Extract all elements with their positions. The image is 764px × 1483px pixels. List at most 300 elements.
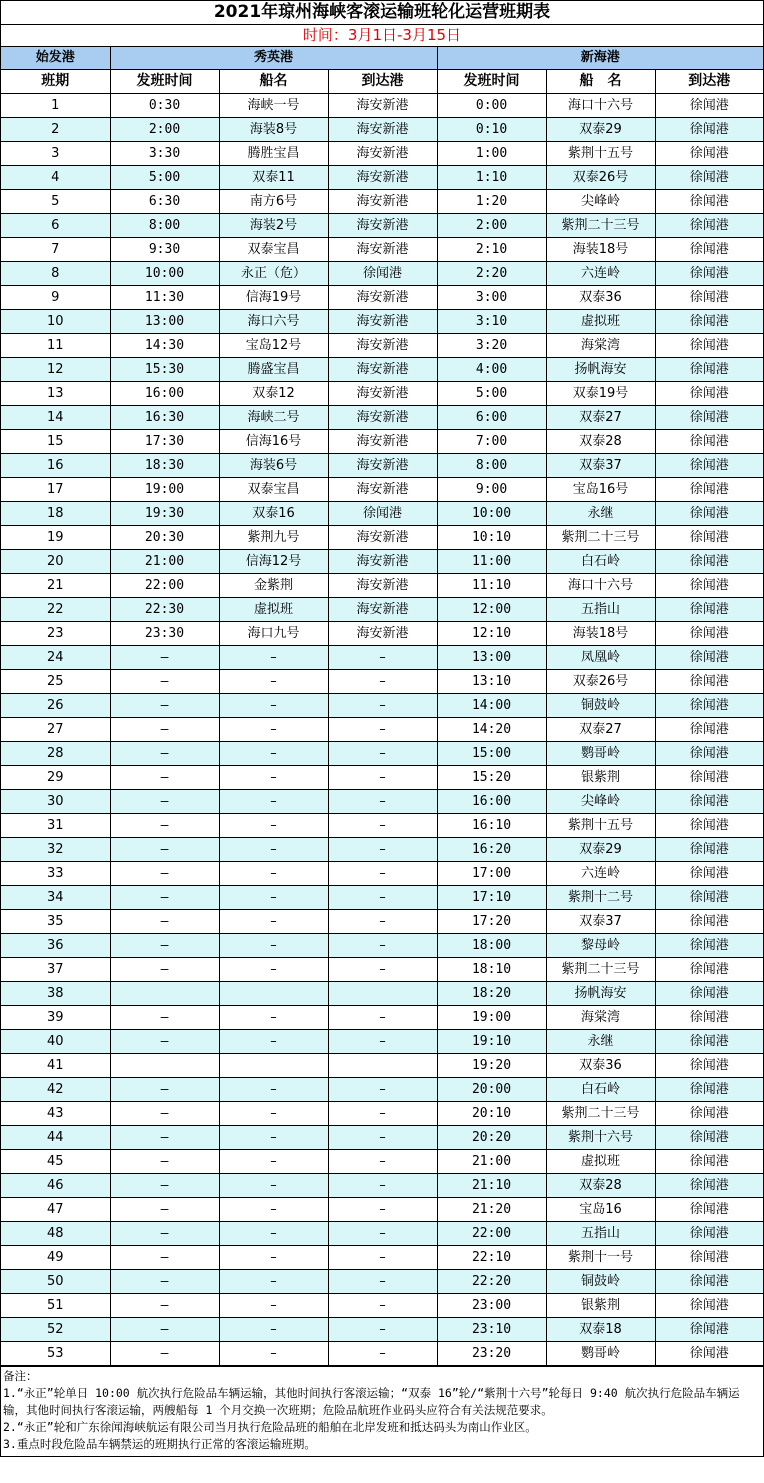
col-header-right-dest: 到达港 bbox=[655, 70, 763, 94]
xinhai-departure-time: 15:00 bbox=[437, 742, 546, 766]
xiuying-destination: 海安新港 bbox=[328, 118, 437, 142]
xiuying-ship-name: 海装8号 bbox=[219, 118, 328, 142]
sailing-no: 29 bbox=[1, 766, 110, 790]
xiuying-ship-name: 信海19号 bbox=[219, 286, 328, 310]
xinhai-destination: 徐闻港 bbox=[655, 94, 763, 118]
sailing-no: 21 bbox=[1, 574, 110, 598]
xinhai-destination: 徐闻港 bbox=[655, 670, 763, 694]
sailing-no: 15 bbox=[1, 430, 110, 454]
xinhai-destination: 徐闻港 bbox=[655, 742, 763, 766]
xiuying-departure-time: – bbox=[110, 670, 219, 694]
xinhai-destination: 徐闻港 bbox=[655, 1270, 763, 1294]
table-row bbox=[1, 934, 763, 958]
table-row bbox=[1, 382, 763, 406]
xinhai-departure-time: 2:00 bbox=[437, 214, 546, 238]
sailing-no: 9 bbox=[1, 286, 110, 310]
table-row bbox=[1, 910, 763, 934]
xiuying-destination: – bbox=[328, 670, 437, 694]
xinhai-ship-name: 紫荆二十三号 bbox=[546, 1102, 655, 1126]
xinhai-destination: 徐闻港 bbox=[655, 1222, 763, 1246]
sailing-no: 38 bbox=[1, 982, 110, 1006]
xiuying-destination: 海安新港 bbox=[328, 238, 437, 262]
xiuying-departure-time: 22:00 bbox=[110, 574, 219, 598]
xinhai-ship-name: 紫荆十一号 bbox=[546, 1246, 655, 1270]
xiuying-ship-name: – bbox=[219, 1126, 328, 1150]
xinhai-destination: 徐闻港 bbox=[655, 934, 763, 958]
origin-port-label: 始发港 bbox=[1, 47, 110, 70]
xiuying-ship-name: 双泰宝昌 bbox=[219, 238, 328, 262]
xinhai-destination: 徐闻港 bbox=[655, 646, 763, 670]
xiuying-destination: 海安新港 bbox=[328, 478, 437, 502]
xinhai-ship-name: 永继 bbox=[546, 1030, 655, 1054]
table-row bbox=[1, 526, 763, 550]
xiuying-destination: – bbox=[328, 1126, 437, 1150]
xiuying-departure-time: – bbox=[110, 1222, 219, 1246]
xinhai-departure-time: 6:00 bbox=[437, 406, 546, 430]
xinhai-ship-name: 五指山 bbox=[546, 598, 655, 622]
xinhai-destination: 徐闻港 bbox=[655, 382, 763, 406]
xiuying-destination: – bbox=[328, 790, 437, 814]
xinhai-ship-name: 白石岭 bbox=[546, 550, 655, 574]
xinhai-destination: 徐闻港 bbox=[655, 502, 763, 526]
sailing-no: 18 bbox=[1, 502, 110, 526]
xinhai-destination: 徐闻港 bbox=[655, 718, 763, 742]
xiuying-destination: 海安新港 bbox=[328, 310, 437, 334]
sailing-no: 33 bbox=[1, 862, 110, 886]
xiuying-ship-name: 紫荆九号 bbox=[219, 526, 328, 550]
xiuying-ship-name: 双泰12 bbox=[219, 382, 328, 406]
table-row bbox=[1, 142, 763, 166]
xinhai-ship-name: 虚拟班 bbox=[546, 310, 655, 334]
table-row bbox=[1, 742, 763, 766]
xinhai-departure-time: 18:00 bbox=[437, 934, 546, 958]
xiuying-departure-time: – bbox=[110, 934, 219, 958]
xiuying-destination: – bbox=[328, 1078, 437, 1102]
xiuying-departure-time: 2:00 bbox=[110, 118, 219, 142]
xinhai-destination: 徐闻港 bbox=[655, 1078, 763, 1102]
xiuying-destination: – bbox=[328, 1198, 437, 1222]
xiuying-destination: 海安新港 bbox=[328, 286, 437, 310]
xinhai-departure-time: 21:00 bbox=[437, 1150, 546, 1174]
xiuying-ship-name: – bbox=[219, 1174, 328, 1198]
xinhai-ship-name: 双泰27 bbox=[546, 718, 655, 742]
sailing-no: 27 bbox=[1, 718, 110, 742]
xiuying-destination: – bbox=[328, 1030, 437, 1054]
xinhai-destination: 徐闻港 bbox=[655, 862, 763, 886]
xinhai-ship-name: 六连岭 bbox=[546, 262, 655, 286]
xiuying-ship-name: – bbox=[219, 1222, 328, 1246]
xinhai-ship-name: 尖峰岭 bbox=[546, 790, 655, 814]
xinhai-destination: 徐闻港 bbox=[655, 166, 763, 190]
table-row bbox=[1, 1150, 763, 1174]
xiuying-destination: 海安新港 bbox=[328, 574, 437, 598]
xiuying-destination: 海安新港 bbox=[328, 622, 437, 646]
xiuying-departure-time: 16:00 bbox=[110, 382, 219, 406]
schedule-table bbox=[1, 47, 763, 1366]
xinhai-port-header: 新海港 bbox=[437, 47, 763, 70]
xinhai-ship-name: 虚拟班 bbox=[546, 1150, 655, 1174]
xiuying-ship-name: 双泰宝昌 bbox=[219, 478, 328, 502]
xiuying-departure-time: 19:00 bbox=[110, 478, 219, 502]
xiuying-ship-name: – bbox=[219, 910, 328, 934]
xinhai-ship-name: 双泰36 bbox=[546, 286, 655, 310]
xinhai-ship-name: 紫荆十五号 bbox=[546, 142, 655, 166]
sailing-no: 5 bbox=[1, 190, 110, 214]
table-row bbox=[1, 1222, 763, 1246]
xinhai-destination: 徐闻港 bbox=[655, 526, 763, 550]
table-row bbox=[1, 1270, 763, 1294]
xiuying-ship-name: 海峡一号 bbox=[219, 94, 328, 118]
xinhai-destination: 徐闻港 bbox=[655, 478, 763, 502]
xiuying-destination: – bbox=[328, 1150, 437, 1174]
notes-section bbox=[1, 1366, 763, 1456]
xinhai-departure-time: 16:20 bbox=[437, 838, 546, 862]
xiuying-destination: 海安新港 bbox=[328, 598, 437, 622]
xinhai-departure-time: 10:00 bbox=[437, 502, 546, 526]
xinhai-destination: 徐闻港 bbox=[655, 430, 763, 454]
xiuying-ship-name: 海装6号 bbox=[219, 454, 328, 478]
sailing-no: 34 bbox=[1, 886, 110, 910]
xinhai-departure-time: 16:00 bbox=[437, 790, 546, 814]
sailing-no: 13 bbox=[1, 382, 110, 406]
xinhai-departure-time: 0:00 bbox=[437, 94, 546, 118]
sailing-no: 7 bbox=[1, 238, 110, 262]
sailing-no: 23 bbox=[1, 622, 110, 646]
xiuying-departure-time bbox=[110, 1054, 219, 1078]
xiuying-destination: 海安新港 bbox=[328, 406, 437, 430]
xiuying-departure-time: 16:30 bbox=[110, 406, 219, 430]
xinhai-departure-time: 16:10 bbox=[437, 814, 546, 838]
xiuying-ship-name: – bbox=[219, 1246, 328, 1270]
sailing-no: 43 bbox=[1, 1102, 110, 1126]
table-row bbox=[1, 574, 763, 598]
xinhai-departure-time: 1:20 bbox=[437, 190, 546, 214]
sailing-no: 52 bbox=[1, 1318, 110, 1342]
xinhai-departure-time: 3:10 bbox=[437, 310, 546, 334]
sailing-no: 51 bbox=[1, 1294, 110, 1318]
xiuying-destination: – bbox=[328, 1174, 437, 1198]
xinhai-departure-time: 4:00 bbox=[437, 358, 546, 382]
xiuying-departure-time: 8:00 bbox=[110, 214, 219, 238]
xiuying-departure-time: 19:30 bbox=[110, 502, 219, 526]
sailing-no: 3 bbox=[1, 142, 110, 166]
xiuying-destination: – bbox=[328, 934, 437, 958]
xinhai-ship-name: 双泰29 bbox=[546, 838, 655, 862]
col-header-right-ship: 船 名 bbox=[546, 70, 655, 94]
xiuying-destination: – bbox=[328, 1222, 437, 1246]
xiuying-ship-name: – bbox=[219, 1150, 328, 1174]
xiuying-destination: – bbox=[328, 1006, 437, 1030]
xiuying-departure-time: 20:30 bbox=[110, 526, 219, 550]
xiuying-ship-name: – bbox=[219, 646, 328, 670]
xinhai-ship-name: 海棠湾 bbox=[546, 1006, 655, 1030]
xiuying-destination: – bbox=[328, 1294, 437, 1318]
xiuying-ship-name: – bbox=[219, 886, 328, 910]
xiuying-destination: – bbox=[328, 1342, 437, 1366]
table-row bbox=[1, 550, 763, 574]
xinhai-departure-time: 15:20 bbox=[437, 766, 546, 790]
xinhai-departure-time: 21:20 bbox=[437, 1198, 546, 1222]
xinhai-destination: 徐闻港 bbox=[655, 1126, 763, 1150]
sailing-no: 53 bbox=[1, 1342, 110, 1366]
xinhai-destination: 徐闻港 bbox=[655, 550, 763, 574]
xinhai-departure-time: 2:10 bbox=[437, 238, 546, 262]
xiuying-ship-name: 腾胜宝昌 bbox=[219, 142, 328, 166]
xiuying-destination: 海安新港 bbox=[328, 142, 437, 166]
sailing-no: 4 bbox=[1, 166, 110, 190]
xinhai-destination: 徐闻港 bbox=[655, 454, 763, 478]
xiuying-departure-time: – bbox=[110, 1078, 219, 1102]
xinhai-destination: 徐闻港 bbox=[655, 1342, 763, 1366]
xiuying-ship-name: 宝岛12号 bbox=[219, 334, 328, 358]
xiuying-departure-time: – bbox=[110, 1270, 219, 1294]
column-header-row bbox=[1, 70, 763, 94]
xiuying-departure-time: – bbox=[110, 886, 219, 910]
xinhai-ship-name: 五指山 bbox=[546, 1222, 655, 1246]
sailing-no: 10 bbox=[1, 310, 110, 334]
xiuying-ship-name: 腾盛宝昌 bbox=[219, 358, 328, 382]
xiuying-ship-name: – bbox=[219, 958, 328, 982]
xiuying-ship-name: 金紫荆 bbox=[219, 574, 328, 598]
sailing-no: 46 bbox=[1, 1174, 110, 1198]
xiuying-ship-name: 信海16号 bbox=[219, 430, 328, 454]
xinhai-departure-time: 12:10 bbox=[437, 622, 546, 646]
table-row bbox=[1, 670, 763, 694]
table-row bbox=[1, 1342, 763, 1366]
xinhai-departure-time: 14:00 bbox=[437, 694, 546, 718]
table-row bbox=[1, 1030, 763, 1054]
xiuying-destination: – bbox=[328, 838, 437, 862]
table-row bbox=[1, 646, 763, 670]
col-header-left-time: 发班时间 bbox=[110, 70, 219, 94]
xiuying-port-header: 秀英港 bbox=[110, 47, 437, 70]
xiuying-departure-time: – bbox=[110, 742, 219, 766]
xiuying-ship-name: 永正（危） bbox=[219, 262, 328, 286]
xiuying-destination: – bbox=[328, 1246, 437, 1270]
sailing-no: 8 bbox=[1, 262, 110, 286]
xiuying-departure-time: – bbox=[110, 1294, 219, 1318]
table-row bbox=[1, 430, 763, 454]
xinhai-ship-name: 凤凰岭 bbox=[546, 646, 655, 670]
xinhai-destination: 徐闻港 bbox=[655, 1054, 763, 1078]
table-row bbox=[1, 310, 763, 334]
xinhai-departure-time: 14:20 bbox=[437, 718, 546, 742]
xiuying-departure-time: – bbox=[110, 910, 219, 934]
xinhai-destination: 徐闻港 bbox=[655, 814, 763, 838]
xiuying-ship-name bbox=[219, 982, 328, 1006]
xinhai-destination: 徐闻港 bbox=[655, 238, 763, 262]
xiuying-departure-time: 17:30 bbox=[110, 430, 219, 454]
xiuying-destination: 海安新港 bbox=[328, 430, 437, 454]
xinhai-departure-time: 3:00 bbox=[437, 286, 546, 310]
sailing-no: 31 bbox=[1, 814, 110, 838]
sailing-no: 2 bbox=[1, 118, 110, 142]
table-row bbox=[1, 406, 763, 430]
xiuying-ship-name: – bbox=[219, 1270, 328, 1294]
xinhai-ship-name: 六连岭 bbox=[546, 862, 655, 886]
xinhai-departure-time: 8:00 bbox=[437, 454, 546, 478]
xiuying-destination bbox=[328, 1054, 437, 1078]
note-3: 3.重点时段危险品车辆禁运的班期执行正常的客滚运输班期。 bbox=[3, 1437, 316, 1451]
table-row bbox=[1, 622, 763, 646]
sailing-no: 24 bbox=[1, 646, 110, 670]
xinhai-ship-name: 双泰27 bbox=[546, 406, 655, 430]
xinhai-destination: 徐闻港 bbox=[655, 1174, 763, 1198]
table-row bbox=[1, 118, 763, 142]
xinhai-ship-name: 双泰28 bbox=[546, 430, 655, 454]
xiuying-departure-time: 23:30 bbox=[110, 622, 219, 646]
xinhai-destination: 徐闻港 bbox=[655, 790, 763, 814]
xiuying-destination: – bbox=[328, 814, 437, 838]
xinhai-ship-name: 双泰26号 bbox=[546, 166, 655, 190]
xinhai-departure-time: 10:10 bbox=[437, 526, 546, 550]
xiuying-departure-time: – bbox=[110, 814, 219, 838]
xinhai-ship-name: 海口十六号 bbox=[546, 574, 655, 598]
xinhai-departure-time: 23:00 bbox=[437, 1294, 546, 1318]
xinhai-destination: 徐闻港 bbox=[655, 262, 763, 286]
xinhai-ship-name: 铜鼓岭 bbox=[546, 1270, 655, 1294]
xinhai-destination: 徐闻港 bbox=[655, 1150, 763, 1174]
xiuying-destination: – bbox=[328, 958, 437, 982]
xinhai-destination: 徐闻港 bbox=[655, 310, 763, 334]
xiuying-departure-time: – bbox=[110, 766, 219, 790]
xinhai-destination: 徐闻港 bbox=[655, 1246, 763, 1270]
xiuying-departure-time: 18:30 bbox=[110, 454, 219, 478]
xinhai-destination: 徐闻港 bbox=[655, 1198, 763, 1222]
table-row bbox=[1, 262, 763, 286]
xiuying-destination: 海安新港 bbox=[328, 190, 437, 214]
xiuying-destination: 海安新港 bbox=[328, 94, 437, 118]
xiuying-destination: – bbox=[328, 1318, 437, 1342]
xiuying-departure-time: – bbox=[110, 1342, 219, 1366]
xinhai-departure-time: 20:10 bbox=[437, 1102, 546, 1126]
xinhai-ship-name: 双泰28 bbox=[546, 1174, 655, 1198]
xiuying-departure-time: 9:30 bbox=[110, 238, 219, 262]
xinhai-departure-time: 19:20 bbox=[437, 1054, 546, 1078]
table-row bbox=[1, 94, 763, 118]
xinhai-departure-time: 23:20 bbox=[437, 1342, 546, 1366]
xinhai-ship-name: 黎母岭 bbox=[546, 934, 655, 958]
xiuying-destination: 徐闻港 bbox=[328, 262, 437, 286]
xiuying-destination: – bbox=[328, 742, 437, 766]
sailing-no: 42 bbox=[1, 1078, 110, 1102]
port-header-row bbox=[1, 47, 763, 70]
xinhai-destination: 徐闻港 bbox=[655, 358, 763, 382]
xinhai-destination: 徐闻港 bbox=[655, 694, 763, 718]
xiuying-departure-time: 10:00 bbox=[110, 262, 219, 286]
table-row bbox=[1, 598, 763, 622]
xiuying-ship-name: – bbox=[219, 766, 328, 790]
xiuying-departure-time: 5:00 bbox=[110, 166, 219, 190]
xiuying-ship-name: 双泰16 bbox=[219, 502, 328, 526]
xiuying-departure-time: 6:30 bbox=[110, 190, 219, 214]
table-row bbox=[1, 790, 763, 814]
xinhai-destination: 徐闻港 bbox=[655, 214, 763, 238]
xinhai-ship-name: 海口十六号 bbox=[546, 94, 655, 118]
xinhai-destination: 徐闻港 bbox=[655, 622, 763, 646]
xinhai-ship-name: 紫荆十五号 bbox=[546, 814, 655, 838]
xinhai-departure-time: 5:00 bbox=[437, 382, 546, 406]
xinhai-ship-name: 双泰37 bbox=[546, 910, 655, 934]
xiuying-departure-time: – bbox=[110, 1174, 219, 1198]
table-row bbox=[1, 1054, 763, 1078]
xiuying-departure-time: – bbox=[110, 862, 219, 886]
xiuying-departure-time: 3:30 bbox=[110, 142, 219, 166]
xinhai-departure-time: 18:20 bbox=[437, 982, 546, 1006]
sailing-no: 50 bbox=[1, 1270, 110, 1294]
sailing-no: 47 bbox=[1, 1198, 110, 1222]
sailing-no: 40 bbox=[1, 1030, 110, 1054]
table-row bbox=[1, 1006, 763, 1030]
sailing-no: 36 bbox=[1, 934, 110, 958]
xiuying-ship-name: 海峡二号 bbox=[219, 406, 328, 430]
xinhai-departure-time: 17:00 bbox=[437, 862, 546, 886]
xiuying-destination: 海安新港 bbox=[328, 550, 437, 574]
date-range-subtitle: 时间：3月1日-3月15日 bbox=[1, 25, 763, 47]
xinhai-ship-name: 海装18号 bbox=[546, 238, 655, 262]
xinhai-destination: 徐闻港 bbox=[655, 1318, 763, 1342]
xinhai-ship-name: 鹦哥岭 bbox=[546, 742, 655, 766]
col-header-left-dest: 到达港 bbox=[328, 70, 437, 94]
xinhai-ship-name: 紫荆二十三号 bbox=[546, 214, 655, 238]
xinhai-departure-time: 7:00 bbox=[437, 430, 546, 454]
table-row bbox=[1, 334, 763, 358]
xiuying-destination: – bbox=[328, 862, 437, 886]
table-row bbox=[1, 1078, 763, 1102]
table-row bbox=[1, 1198, 763, 1222]
xiuying-ship-name: – bbox=[219, 1030, 328, 1054]
xinhai-ship-name: 双泰29 bbox=[546, 118, 655, 142]
xiuying-ship-name: – bbox=[219, 1006, 328, 1030]
table-row bbox=[1, 814, 763, 838]
sailing-no: 25 bbox=[1, 670, 110, 694]
xinhai-departure-time: 2:20 bbox=[437, 262, 546, 286]
xinhai-destination: 徐闻港 bbox=[655, 190, 763, 214]
xiuying-destination: – bbox=[328, 910, 437, 934]
xinhai-departure-time: 19:00 bbox=[437, 1006, 546, 1030]
table-row bbox=[1, 1174, 763, 1198]
xinhai-ship-name: 紫荆二十三号 bbox=[546, 958, 655, 982]
table-row bbox=[1, 838, 763, 862]
col-header-right-time: 发班时间 bbox=[437, 70, 546, 94]
xiuying-ship-name: – bbox=[219, 694, 328, 718]
xinhai-ship-name: 宝岛16号 bbox=[546, 478, 655, 502]
xinhai-destination: 徐闻港 bbox=[655, 142, 763, 166]
xinhai-ship-name: 海棠湾 bbox=[546, 334, 655, 358]
xinhai-ship-name: 尖峰岭 bbox=[546, 190, 655, 214]
table-row bbox=[1, 886, 763, 910]
sailing-no: 16 bbox=[1, 454, 110, 478]
xiuying-destination: – bbox=[328, 886, 437, 910]
sailing-no: 28 bbox=[1, 742, 110, 766]
xinhai-ship-name: 双泰18 bbox=[546, 1318, 655, 1342]
xiuying-destination: 海安新港 bbox=[328, 166, 437, 190]
xiuying-ship-name: – bbox=[219, 718, 328, 742]
xinhai-departure-time: 9:00 bbox=[437, 478, 546, 502]
xiuying-ship-name: – bbox=[219, 1318, 328, 1342]
sailing-no: 6 bbox=[1, 214, 110, 238]
page-title: 2021年琼州海峡客滚运输班轮化运营班期表 bbox=[1, 1, 763, 25]
xiuying-destination: 海安新港 bbox=[328, 526, 437, 550]
xiuying-ship-name: – bbox=[219, 1102, 328, 1126]
xinhai-departure-time: 3:20 bbox=[437, 334, 546, 358]
xiuying-destination: 海安新港 bbox=[328, 454, 437, 478]
xinhai-departure-time: 19:10 bbox=[437, 1030, 546, 1054]
table-row bbox=[1, 478, 763, 502]
table-row bbox=[1, 166, 763, 190]
xinhai-departure-time: 13:10 bbox=[437, 670, 546, 694]
xiuying-ship-name: – bbox=[219, 1078, 328, 1102]
